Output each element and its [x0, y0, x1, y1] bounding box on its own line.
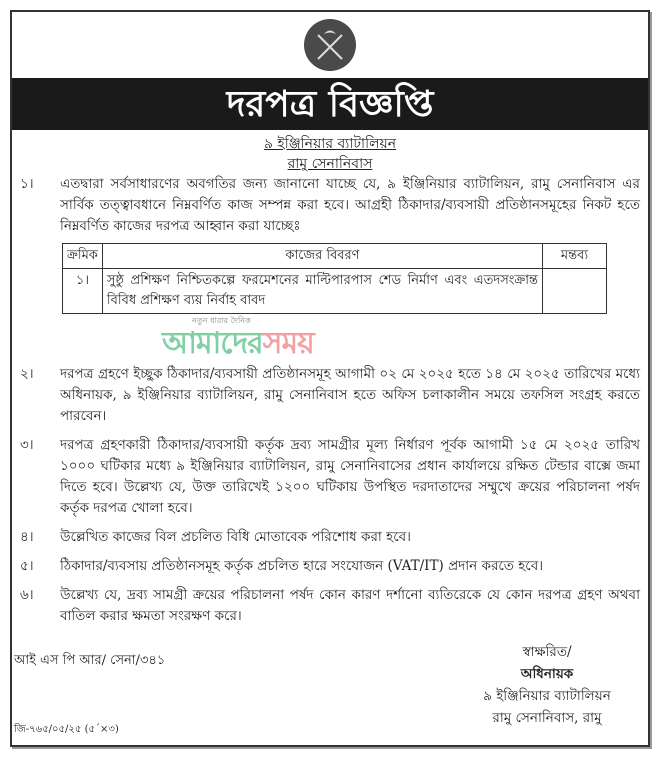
- para-number: ৫।: [20, 558, 34, 574]
- watermark: [162, 326, 648, 362]
- cell-remarks: [543, 269, 607, 314]
- para-number: ২।: [20, 366, 34, 382]
- paragraph-1: [20, 174, 640, 237]
- watermark-tagline: নতুন ধারার দৈনিক: [192, 316, 251, 325]
- signatory-location: রামু সেনানিবাস, রামু: [492, 710, 602, 726]
- para-text: এতদ্বারা সর্বসাধারণের অবগতির জন্য জানানো যাচ্ছে যে, ৯ ইঞ্জিনিয়ার ব্যাটালিয়ন, রামু সেনানিবাস এর সার্বিক তত্ত্বাবধানে নিম্নবর্ণিত কাজ সম্পন্ন করা হবে। আগ্রহী ঠিকাদার/ব্যবসায়ী প্রতিষ্ঠানসমূহের নিকট হতে নিম্নবর্ণিত কাজের দরপত্র আহ্বান করা যাচ্ছেঃ: [60, 176, 640, 234]
- watermark-part2: সময়: [262, 326, 314, 361]
- table-header: [63, 244, 607, 269]
- para-text: দরপত্র গ্রহণে ইচ্ছুক ঠিকাদার/ব্যবসায়ী প্রতিষ্ঠানসমূহ আগামী ০২ মে ২০২৫ হতে ১৪ মে ২০২৫ তারিখের মধ্যে অধিনায়ক, ৯ ইঞ্জিনিয়ার ব্যাটালিয়ন, রামু সেনানিবাস হতে অফিস চলাকালীন সময়ে তফসিল সংগ্রহ করতে পারবেন।: [60, 366, 640, 424]
- cell-description: সুষ্ঠু প্রশিক্ষণ নিশ্চিতকল্পে ফরমেশনের মাল্টিপারপাস শেড নির্মাণ এবং এতদসংক্রান্ত বিবিধ প্রশিক্ষণ ব্যয় নির্বাহ বাবদ: [102, 269, 542, 314]
- unit-name: ৯ ইঞ্জিনিয়ার ব্যাটালিয়ন: [263, 136, 397, 152]
- para-number: ৩।: [20, 437, 34, 453]
- table-row: [63, 269, 607, 314]
- paragraph-3: [20, 435, 640, 519]
- watermark-area: [162, 316, 648, 362]
- location: রামু সেনানিবাস: [287, 156, 373, 172]
- signature-block: [452, 641, 642, 729]
- army-emblem-logo: [304, 19, 356, 71]
- para-text: ঠিকাদার/ব্যবসায় প্রতিষ্ঠানসমূহ কর্তৃক প্রচলিত হারে সংযোজন (VAT/IT) প্রদান করতে হবে।: [60, 558, 544, 574]
- paragraph-4: [20, 527, 640, 548]
- paragraph-5: [20, 556, 640, 577]
- footer: [14, 641, 642, 737]
- tender-notice: [10, 10, 650, 747]
- page-title: দরপত্র বিজ্ঞপ্তি: [12, 78, 648, 130]
- para-text: দরপত্র গ্রহণকারী ঠিকাদার/ব্যবসায়ী কর্তৃক দ্রব্য সামগ্রীর মূল্য নির্ধারণ পূর্বক আগামী ১৫ মে ২০২৫ তারিখ ১০০০ ঘটিকার মধ্যে ৯ ইঞ্জিনিয়ার ব্যাটালিয়ন, রামু সেনানিবাসের প্রধান কার্যালয়ে রক্ষিত টেন্ডার বাক্সে জমা দিতে হবে। উল্লেখ্য যে, উক্ত তারিখেই ১২০০ ঘটিকায় উপস্থিত দরদাতাদের সম্মুখে ক্রয়ের পরিচালনা পর্ষদ কর্তৃক দরপত্র খোলা হবে।: [60, 437, 640, 516]
- publication-code: জি-৭৬৫/০৫/২৫ (৫´×৩): [14, 724, 119, 735]
- cell-serial: ১।: [63, 269, 103, 314]
- para-number: ১।: [20, 176, 34, 192]
- para-text: উল্লেখিত কাজের বিল প্রচলিত বিধি মোতাবেক পরিশোধ করা হবে।: [60, 529, 411, 545]
- col-description: কাজের বিবরণ: [102, 244, 542, 269]
- para-number: ৪।: [20, 529, 34, 545]
- paragraph-6: [20, 585, 640, 627]
- signed-label: স্বাক্ষরিত/: [522, 644, 572, 660]
- logo-area: [12, 12, 648, 78]
- col-remarks: মন্তব্য: [543, 244, 607, 269]
- para-number: ৬।: [20, 587, 34, 603]
- signatory-unit: ৯ ইঞ্জিনিয়ার ব্যাটালিয়ন: [483, 688, 611, 704]
- signatory-title: অধিনায়ক: [520, 666, 574, 682]
- para-text: উল্লেখ্য যে, দ্রব্য সামগ্রী ক্রয়ের পরিচালনা পর্ষদ কোন কারণ দর্শানো ব্যতিরেকে যে কোন দরপত্র গ্রহণ অথবা বাতিল করার ক্ষমতা সংরক্ষণ করে।: [60, 587, 640, 624]
- watermark-part1: আমাদের: [162, 326, 263, 361]
- col-serial: ক্রমিক: [63, 244, 103, 269]
- reference-number: আই এস পি আর/ সেনা/৩৪১: [14, 653, 166, 668]
- work-table: [62, 243, 607, 314]
- paragraph-2: [20, 364, 640, 427]
